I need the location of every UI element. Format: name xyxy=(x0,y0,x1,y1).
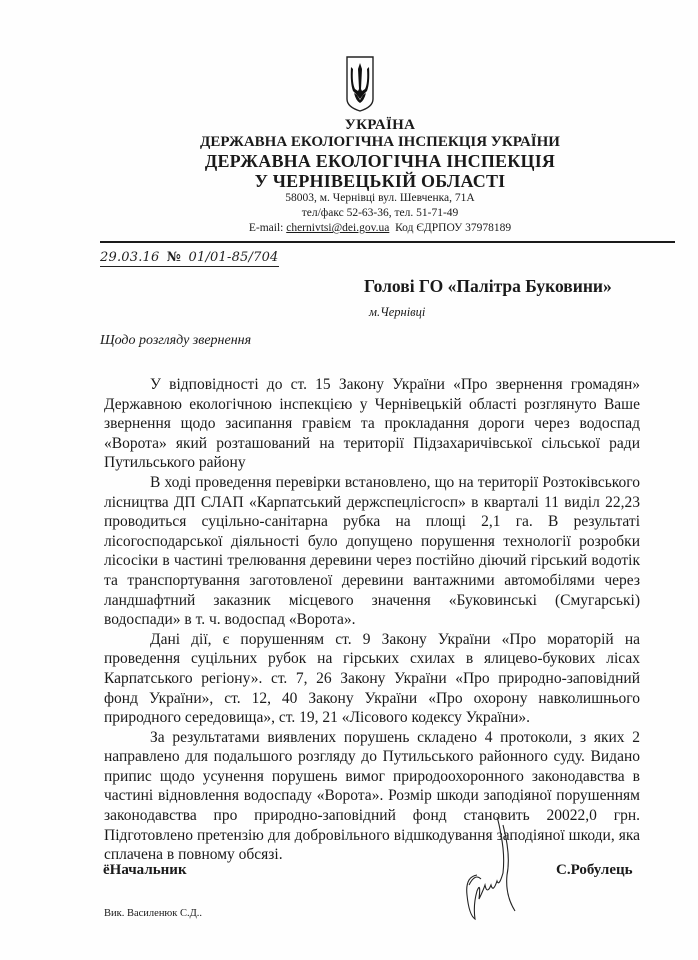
trident-coat-of-arms-icon xyxy=(345,55,375,113)
email-link[interactable]: chernivtsi@dei.gov.ua xyxy=(286,222,390,234)
email-label: E-mail: xyxy=(248,222,284,234)
body-paragraph: У відповідності до ст. 15 Закону України «Про звернення громадян» Державною екологічною інспекцією у Чернівецькій області розглянуто Ваше звернення щодо засипання гравієм та прокладання дороги через водоспад «Ворота» який розташований на території Підзахаричівської сільської ради Путильського району xyxy=(104,376,640,472)
agency-address: 58003, м. Чернівці вул. Шевченка, 71А xyxy=(285,192,475,204)
header-divider xyxy=(100,241,675,243)
letterhead xyxy=(100,116,660,236)
outgoing-number xyxy=(100,250,279,267)
recipient: Голові ГО «Палітра Буковини» xyxy=(364,276,612,296)
letter-subject: Щодо розгляду звернення xyxy=(100,333,252,348)
country-name: УКРАЇНА xyxy=(344,117,416,133)
outgoing-reg-number: 01/01-85/704 xyxy=(188,250,279,265)
agency-name: ДЕРЖАВНА ЕКОЛОГІЧНА ІНСПЕКЦІЯ УКРАЇНИ xyxy=(200,134,560,150)
regional-agency-line2: У ЧЕРНІВЕЦЬКІЙ ОБЛАСТІ xyxy=(254,171,506,191)
signatory-name: С.Робулець xyxy=(556,862,633,878)
handwritten-signature-icon xyxy=(455,815,545,925)
edrpou-code: Код ЄДРПОУ 37978189 xyxy=(395,222,512,234)
agency-contacts xyxy=(100,221,660,236)
letter-body xyxy=(104,375,640,865)
body-paragraph: В ході проведення перевірки встановлено, що на території Розтоківського лісництва ДП СЛАП «Карпатський держспецлісгосп» в кварталі 11 виділ 22,23 проводиться суцільно-санітарна рубка на площі 2,1 га. В результаті лісогосподарської діяльності було допущено порушення технології розробки лісосіки в частині трелювання деревини через постійно діючий гірський водотік та транспортування заготовленої деревини вантажними автомобілями через ландшафтний заказник місцевого значення «Буковинські (Смугарські) водоспади» в т. ч. водоспад «Ворота». xyxy=(104,473,640,629)
regional-agency-line1: ДЕРЖАВНА ЕКОЛОГІЧНА ІНСПЕКЦІЯ xyxy=(204,151,556,171)
body-paragraph: Дані дії, є порушенням ст. 9 Закону України «Про мораторій на проведення суцільних рубок на гірських схилах в ялицево-букових лісах Карпатського регіону». ст. 7, 26 Закону України «Про природно-заповідний фонд України», ст. 12, 40 Закону України «Про охорону навколишнього природного середовища», ст. 19, 21 «Лісового кодексу України». xyxy=(104,630,640,727)
body-paragraph: За результатами виявлених порушень складено 4 протоколи, з яких 2 направлено для подальшого розгляду до Путильського районного суду. Видано припис щодо усунення порушень вимог природоохоронного законодавства в частині відновлення водоспаду «Ворота». Розмір шкоди заподіяної порушенням законодавства про природно-заповідний фонд становить 20022,0 грн. Підготовлено претензію для добровільного відшкодування заподіяної шкоди, яка сплачена в повному обсязі. xyxy=(104,728,640,864)
signatory-title: ёНачальник xyxy=(103,862,187,878)
recipient-city: м.Чернівці xyxy=(369,305,426,319)
executor-name: Вик. Василенюк С.Д.. xyxy=(104,908,203,919)
outgoing-date: 29.03.16 xyxy=(100,250,160,265)
number-sign: № xyxy=(166,250,182,265)
agency-phones: тел/факс 52-63-36, тел. 51-71-49 xyxy=(301,207,459,219)
